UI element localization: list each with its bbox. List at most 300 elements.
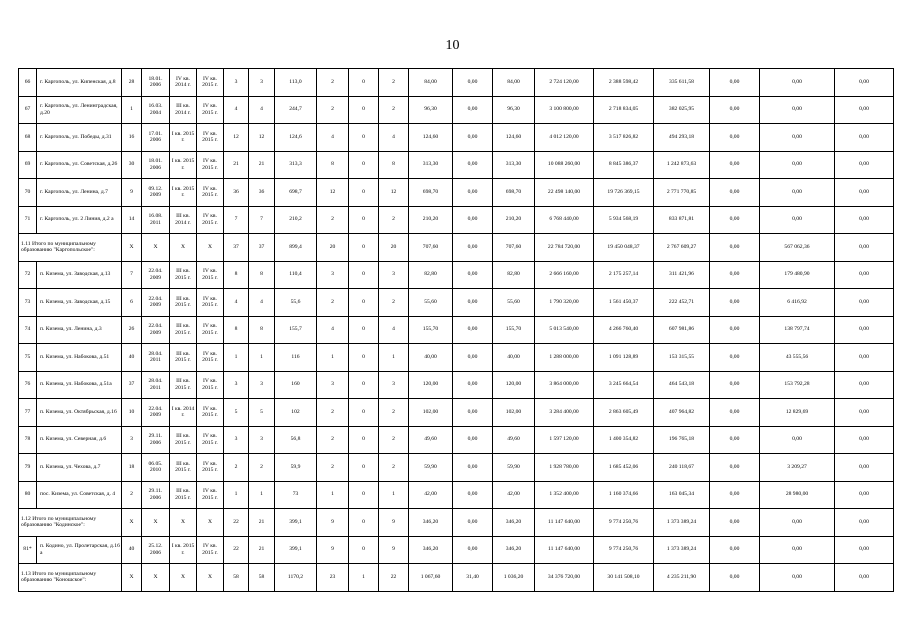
- table-cell: п. Кизема, ул. Заводская, д.13: [37, 261, 122, 289]
- table-cell: 16: [122, 124, 142, 152]
- table-cell: 2: [317, 69, 349, 97]
- table-cell: 4: [224, 289, 249, 317]
- table-cell: 28.04. 2011: [142, 344, 170, 372]
- table-row: [19, 206, 894, 234]
- table-cell: 0,00: [835, 509, 894, 537]
- table-cell: IV кв. 2015 г.: [197, 124, 224, 152]
- table-cell: 0,00: [453, 124, 493, 152]
- table-cell: 1 036,20: [493, 564, 535, 592]
- table-cell: 2 718 834,05: [594, 96, 654, 124]
- table-cell: 0,00: [760, 151, 835, 179]
- table-cell: 40: [122, 344, 142, 372]
- table-cell: 0,00: [710, 206, 760, 234]
- table-cell: 4: [224, 96, 249, 124]
- table-cell: III кв. 2015 г.: [170, 454, 197, 482]
- table-cell: 21: [249, 151, 275, 179]
- table-cell: 0,00: [835, 69, 894, 97]
- table-cell: 0,00: [835, 564, 894, 592]
- table-cell: 0: [349, 151, 379, 179]
- table-cell: 10: [122, 399, 142, 427]
- table-cell: 20: [379, 234, 409, 262]
- table-cell: 82,80: [409, 261, 453, 289]
- table-cell: 0: [349, 399, 379, 427]
- table-cell: 22: [224, 509, 249, 537]
- table-cell: 2: [224, 454, 249, 482]
- table-cell: 29.11. 2006: [142, 481, 170, 509]
- table-cell: 102: [275, 399, 317, 427]
- table-cell: 84,00: [409, 69, 453, 97]
- table-cell: 0,00: [453, 96, 493, 124]
- table-cell: 0: [349, 96, 379, 124]
- table-cell: 3: [224, 371, 249, 399]
- table-cell: 0,00: [710, 481, 760, 509]
- table-cell: г. Каргополь, ул. 2 Линия, д.2 а: [37, 206, 122, 234]
- table-cell: 102,00: [493, 399, 535, 427]
- table-cell: 0,00: [835, 316, 894, 344]
- table-cell: 0,00: [453, 206, 493, 234]
- table-cell: 0,00: [710, 124, 760, 152]
- table-cell: 4: [379, 124, 409, 152]
- table-cell: IV кв. 2014 г.: [170, 69, 197, 97]
- table-cell: 244,7: [275, 96, 317, 124]
- table-cell: III кв. 2015 г.: [170, 481, 197, 509]
- table-cell: 124,6: [275, 124, 317, 152]
- table-cell: 0: [349, 481, 379, 509]
- table-cell: 9: [122, 179, 142, 207]
- table-cell: 55,6: [275, 289, 317, 317]
- table-cell: 707,60: [493, 234, 535, 262]
- table-cell: 2: [379, 69, 409, 97]
- table-cell: 2: [122, 481, 142, 509]
- table-cell: 222 452,71: [654, 289, 710, 317]
- table-cell: 21: [249, 536, 275, 564]
- table-cell: 2: [379, 206, 409, 234]
- table-cell: 55,60: [493, 289, 535, 317]
- table-cell: 2: [379, 399, 409, 427]
- table-cell: 09.12. 2009: [142, 179, 170, 207]
- table-cell: 0,00: [835, 454, 894, 482]
- table-cell: 0,00: [835, 151, 894, 179]
- table-cell: 0: [349, 69, 379, 97]
- table-cell: 3: [249, 371, 275, 399]
- table-cell: 58: [249, 564, 275, 592]
- table-cell: 0,00: [835, 124, 894, 152]
- table-cell: 8: [379, 151, 409, 179]
- table-cell: 3: [317, 261, 349, 289]
- table-cell: 4 012 120,00: [535, 124, 594, 152]
- table-cell: 0,00: [760, 96, 835, 124]
- table-cell: 0,00: [760, 206, 835, 234]
- table-cell: 0,00: [710, 399, 760, 427]
- table-cell: 1: [349, 564, 379, 592]
- table-cell: 22 498 140,00: [535, 179, 594, 207]
- table-cell: IV кв. 2015 г.: [197, 151, 224, 179]
- table-cell: г. Каргополь, ул. Победы, д.31: [37, 124, 122, 152]
- table-row: [19, 124, 894, 152]
- table-cell: 1: [379, 481, 409, 509]
- table-cell: 0,00: [760, 124, 835, 152]
- table-cell: 4 235 211,90: [654, 564, 710, 592]
- table-cell: 8: [224, 261, 249, 289]
- table-cell: 399,1: [275, 509, 317, 537]
- table-cell: г. Каргополь, ул. Советская, д.26: [37, 151, 122, 179]
- table-cell: 0,00: [453, 536, 493, 564]
- table-cell: 0: [349, 316, 379, 344]
- table-cell: 18.01. 2006: [142, 69, 170, 97]
- table-cell: III кв. 2015 г.: [170, 371, 197, 399]
- table-cell: п. Кизема, ул. Октябрьская, д.16: [37, 399, 122, 427]
- table-cell: 71: [19, 206, 37, 234]
- table-cell: 9: [317, 536, 349, 564]
- table-cell: 899,4: [275, 234, 317, 262]
- table-cell: IV кв. 2015 г.: [197, 481, 224, 509]
- table-cell: 160: [275, 371, 317, 399]
- table-cell: 0: [349, 261, 379, 289]
- table-cell: I кв. 2014 г.: [170, 399, 197, 427]
- table-cell: 0: [349, 124, 379, 152]
- table-cell: 0,00: [760, 426, 835, 454]
- table-cell: 0,00: [710, 316, 760, 344]
- table-cell: IV кв. 2015 г.: [197, 454, 224, 482]
- table-cell: 3: [249, 69, 275, 97]
- table-cell: 399,1: [275, 536, 317, 564]
- table-cell: 6: [122, 289, 142, 317]
- table-cell: 0: [349, 509, 379, 537]
- table-cell: 70: [19, 179, 37, 207]
- table-cell: 9: [317, 509, 349, 537]
- table-cell: 1 067,60: [409, 564, 453, 592]
- table-cell: 5: [224, 399, 249, 427]
- table-cell: 113,0: [275, 69, 317, 97]
- table-cell: 0,00: [710, 536, 760, 564]
- table-cell: 37: [224, 234, 249, 262]
- table-cell: 0,00: [453, 234, 493, 262]
- table-cell: IV кв. 2015 г.: [197, 399, 224, 427]
- table-cell: 0,00: [835, 536, 894, 564]
- table-row: [19, 179, 894, 207]
- table-cell: 2: [317, 426, 349, 454]
- table-cell: Х: [170, 564, 197, 592]
- table-row: [19, 454, 894, 482]
- table-cell: 68: [19, 124, 37, 152]
- table-cell: 21: [224, 151, 249, 179]
- table-cell: 494 293,18: [654, 124, 710, 152]
- table-cell: 69: [19, 151, 37, 179]
- table-cell: п. Кизема, ул. Заводская, д.15: [37, 289, 122, 317]
- table-cell: III кв. 2015 г.: [170, 426, 197, 454]
- table-cell: 124,60: [409, 124, 453, 152]
- table-cell: 313,30: [409, 151, 453, 179]
- table-cell: 0,00: [453, 426, 493, 454]
- table-cell: 26: [122, 316, 142, 344]
- table-cell: 72: [19, 261, 37, 289]
- table-cell: 2 388 598,42: [594, 69, 654, 97]
- table-row: [19, 399, 894, 427]
- table-cell: 4: [317, 316, 349, 344]
- table-cell: 698,70: [409, 179, 453, 207]
- table-cell: 0,00: [453, 454, 493, 482]
- table-row: [19, 96, 894, 124]
- table-cell: 37: [122, 371, 142, 399]
- table-cell: 2 771 770,85: [654, 179, 710, 207]
- table-cell: 14: [122, 206, 142, 234]
- table-cell: 4: [249, 96, 275, 124]
- table-cell: 75: [19, 344, 37, 372]
- table-cell: 37: [249, 234, 275, 262]
- table-cell: 1: [317, 481, 349, 509]
- table-row: [19, 289, 894, 317]
- table-cell: 76: [19, 371, 37, 399]
- table-cell: 2: [379, 454, 409, 482]
- table-cell: 1: [224, 344, 249, 372]
- table-cell: 1 790 320,00: [535, 289, 594, 317]
- table-cell: 9 774 250,76: [594, 509, 654, 537]
- table-cell: 3 100 800,00: [535, 96, 594, 124]
- table-cell: 3: [224, 69, 249, 97]
- table-cell: 0: [349, 289, 379, 317]
- table-cell: 19 450 048,37: [594, 234, 654, 262]
- table-cell: 3 517 826,82: [594, 124, 654, 152]
- table-cell: IV кв. 2015 г.: [197, 426, 224, 454]
- table-cell: 3 245 664,54: [594, 371, 654, 399]
- table-cell: 3 209,27: [760, 454, 835, 482]
- table-cell: 34 376 720,00: [535, 564, 594, 592]
- table-cell: 40,00: [409, 344, 453, 372]
- table-cell: 1: [379, 344, 409, 372]
- table-row: [19, 371, 894, 399]
- table-cell: 12: [317, 179, 349, 207]
- table-cell: III кв. 2015 г.: [170, 261, 197, 289]
- table-cell: 1 160 374,66: [594, 481, 654, 509]
- table-cell: 2: [379, 289, 409, 317]
- table-cell: 240 118,67: [654, 454, 710, 482]
- table-row: [19, 536, 894, 564]
- table-cell: 0,00: [835, 261, 894, 289]
- table-cell: 0,00: [453, 344, 493, 372]
- table-cell: 0,00: [710, 96, 760, 124]
- table-cell: 2: [317, 399, 349, 427]
- table-cell: 8: [224, 316, 249, 344]
- table-cell: 0,00: [710, 179, 760, 207]
- table-cell: 407 964,82: [654, 399, 710, 427]
- subtotal-row: [19, 509, 894, 537]
- table-cell: 346,20: [409, 509, 453, 537]
- table-cell: 155,70: [409, 316, 453, 344]
- table-cell: 59,9: [275, 454, 317, 482]
- table-cell: 40: [122, 536, 142, 564]
- table-cell: 1: [224, 481, 249, 509]
- table-cell: 22.04. 2009: [142, 316, 170, 344]
- table-cell: п. Кизема, ул. Северная, д.6: [37, 426, 122, 454]
- table-cell: 0,00: [760, 69, 835, 97]
- table-cell: IV кв. 2015 г.: [197, 69, 224, 97]
- table-cell: 0: [349, 371, 379, 399]
- table-cell: 28.04. 2011: [142, 371, 170, 399]
- table-cell: 4: [379, 316, 409, 344]
- table-cell: 1 597 120,00: [535, 426, 594, 454]
- table-cell: III кв. 2015 г.: [170, 316, 197, 344]
- table-cell: 155,7: [275, 316, 317, 344]
- table-cell: 5 013 540,00: [535, 316, 594, 344]
- table-cell: I кв. 2015 г.: [170, 124, 197, 152]
- table-cell: 567 062,36: [760, 234, 835, 262]
- table-cell: 0,00: [710, 564, 760, 592]
- table-cell: 36: [224, 179, 249, 207]
- table-cell: 59,90: [409, 454, 453, 482]
- table-cell: 8: [317, 151, 349, 179]
- table-cell: 0,00: [453, 399, 493, 427]
- table-cell: 77: [19, 399, 37, 427]
- table-cell: 4: [249, 289, 275, 317]
- table-cell: 210,2: [275, 206, 317, 234]
- table-cell: 3: [122, 426, 142, 454]
- table-cell: 40,00: [493, 344, 535, 372]
- table-cell: 0: [349, 344, 379, 372]
- table-cell: 12 829,69: [760, 399, 835, 427]
- table-cell: 9: [379, 509, 409, 537]
- table-cell: I кв. 2015 г.: [170, 179, 197, 207]
- table-cell: 1 685 452,06: [594, 454, 654, 482]
- table-cell: 30: [122, 151, 142, 179]
- table-cell: 0,00: [835, 399, 894, 427]
- table-cell: 73: [19, 289, 37, 317]
- table-cell: 0,00: [710, 426, 760, 454]
- table-cell: 698,7: [275, 179, 317, 207]
- table-cell: 3: [379, 371, 409, 399]
- table-cell: Х: [122, 564, 142, 592]
- table-cell: 3: [317, 371, 349, 399]
- housing-table: [18, 68, 894, 592]
- table-cell: 0: [349, 454, 379, 482]
- table-cell: 0,00: [453, 289, 493, 317]
- table-cell: 78: [19, 426, 37, 454]
- table-cell: 23: [317, 564, 349, 592]
- subtotal-label: 1.11 Итого по муниципальному образованию "Каргопольское":: [19, 234, 122, 262]
- table-cell: 0,00: [710, 234, 760, 262]
- table-cell: Х: [122, 509, 142, 537]
- table-row: [19, 316, 894, 344]
- table-cell: 7: [249, 206, 275, 234]
- table-cell: 6 416,92: [760, 289, 835, 317]
- table-cell: 102,00: [409, 399, 453, 427]
- table-cell: 0,00: [710, 69, 760, 97]
- table-cell: 607 981,86: [654, 316, 710, 344]
- table-cell: 82,80: [493, 261, 535, 289]
- table-cell: 66: [19, 69, 37, 97]
- table-cell: Х: [142, 509, 170, 537]
- table-cell: 0,00: [835, 481, 894, 509]
- table-cell: 1 373 389,24: [654, 536, 710, 564]
- table-cell: 0,00: [835, 426, 894, 454]
- table-cell: 707,60: [409, 234, 453, 262]
- table-cell: 153 792,28: [760, 371, 835, 399]
- table-cell: 2 175 257,14: [594, 261, 654, 289]
- table-cell: Х: [142, 564, 170, 592]
- subtotal-label: 1.13 Итого по муниципальному образованию "Коношское":: [19, 564, 122, 592]
- table-cell: 3 864 000,00: [535, 371, 594, 399]
- table-cell: 1 400 354,82: [594, 426, 654, 454]
- table-cell: 22: [224, 536, 249, 564]
- table-cell: 0,00: [453, 69, 493, 97]
- table-cell: 7: [224, 206, 249, 234]
- table-cell: 16.03. 2004: [142, 96, 170, 124]
- table-cell: 79: [19, 454, 37, 482]
- table-cell: 155,70: [493, 316, 535, 344]
- table-row: [19, 426, 894, 454]
- table-cell: 1: [249, 344, 275, 372]
- table-cell: 0,00: [760, 509, 835, 537]
- table-cell: 18.01. 2006: [142, 151, 170, 179]
- table-cell: 0,00: [835, 344, 894, 372]
- table-cell: 22: [379, 564, 409, 592]
- table-cell: 49,60: [409, 426, 453, 454]
- table-cell: 311 421,96: [654, 261, 710, 289]
- table-cell: IV кв. 2015 г.: [197, 206, 224, 234]
- table-cell: 1 928 780,00: [535, 454, 594, 482]
- table-cell: 833 871,81: [654, 206, 710, 234]
- table-cell: 1 561 450,37: [594, 289, 654, 317]
- table-cell: 0: [349, 426, 379, 454]
- table-cell: г. Каргополь, ул. Ленина, д.7: [37, 179, 122, 207]
- table-cell: 22.04. 2009: [142, 261, 170, 289]
- table-cell: 5 934 568,19: [594, 206, 654, 234]
- table-cell: 196 765,18: [654, 426, 710, 454]
- table-cell: 2 724 120,00: [535, 69, 594, 97]
- table-cell: III кв. 2014 г.: [170, 206, 197, 234]
- table-cell: 0,00: [453, 481, 493, 509]
- table-cell: 18: [122, 454, 142, 482]
- table-cell: 4 266 760,40: [594, 316, 654, 344]
- table-cell: 96,30: [493, 96, 535, 124]
- table-cell: 29.11. 2006: [142, 426, 170, 454]
- table-cell: г. Каргополь, ул. Кипенская, д.8: [37, 69, 122, 97]
- table-cell: 49,60: [493, 426, 535, 454]
- table-cell: 80: [19, 481, 37, 509]
- table-cell: 138 797,74: [760, 316, 835, 344]
- table-cell: 11 147 640,00: [535, 536, 594, 564]
- table-cell: 42,00: [493, 481, 535, 509]
- table-cell: 74: [19, 316, 37, 344]
- table-cell: 0,00: [760, 179, 835, 207]
- table-cell: 1 352 400,00: [535, 481, 594, 509]
- table-cell: 9 774 250,76: [594, 536, 654, 564]
- table-cell: 8 845 386,37: [594, 151, 654, 179]
- table-cell: 210,20: [409, 206, 453, 234]
- table-cell: 0: [349, 179, 379, 207]
- table-cell: 0: [349, 206, 379, 234]
- table-cell: IV кв. 2015 г.: [197, 261, 224, 289]
- table-cell: 153 315,55: [654, 344, 710, 372]
- table-cell: 28 980,00: [760, 481, 835, 509]
- table-cell: 58: [224, 564, 249, 592]
- table-cell: 0,00: [710, 371, 760, 399]
- table-cell: 1 288 000,00: [535, 344, 594, 372]
- table-cell: 56,8: [275, 426, 317, 454]
- table-cell: 698,70: [493, 179, 535, 207]
- table-cell: 120,00: [409, 371, 453, 399]
- table-cell: 0,00: [760, 564, 835, 592]
- table-cell: 36: [249, 179, 275, 207]
- table-row: [19, 261, 894, 289]
- table-cell: IV кв. 2015 г.: [197, 371, 224, 399]
- table-cell: 163 045,34: [654, 481, 710, 509]
- subtotal-row: [19, 234, 894, 262]
- page-number: 10: [445, 38, 460, 53]
- table-cell: п. Кизема, ул. Набокова, д.51: [37, 344, 122, 372]
- table-cell: 179 480,90: [760, 261, 835, 289]
- table-cell: 0,00: [710, 289, 760, 317]
- table-cell: 22.04. 2009: [142, 289, 170, 317]
